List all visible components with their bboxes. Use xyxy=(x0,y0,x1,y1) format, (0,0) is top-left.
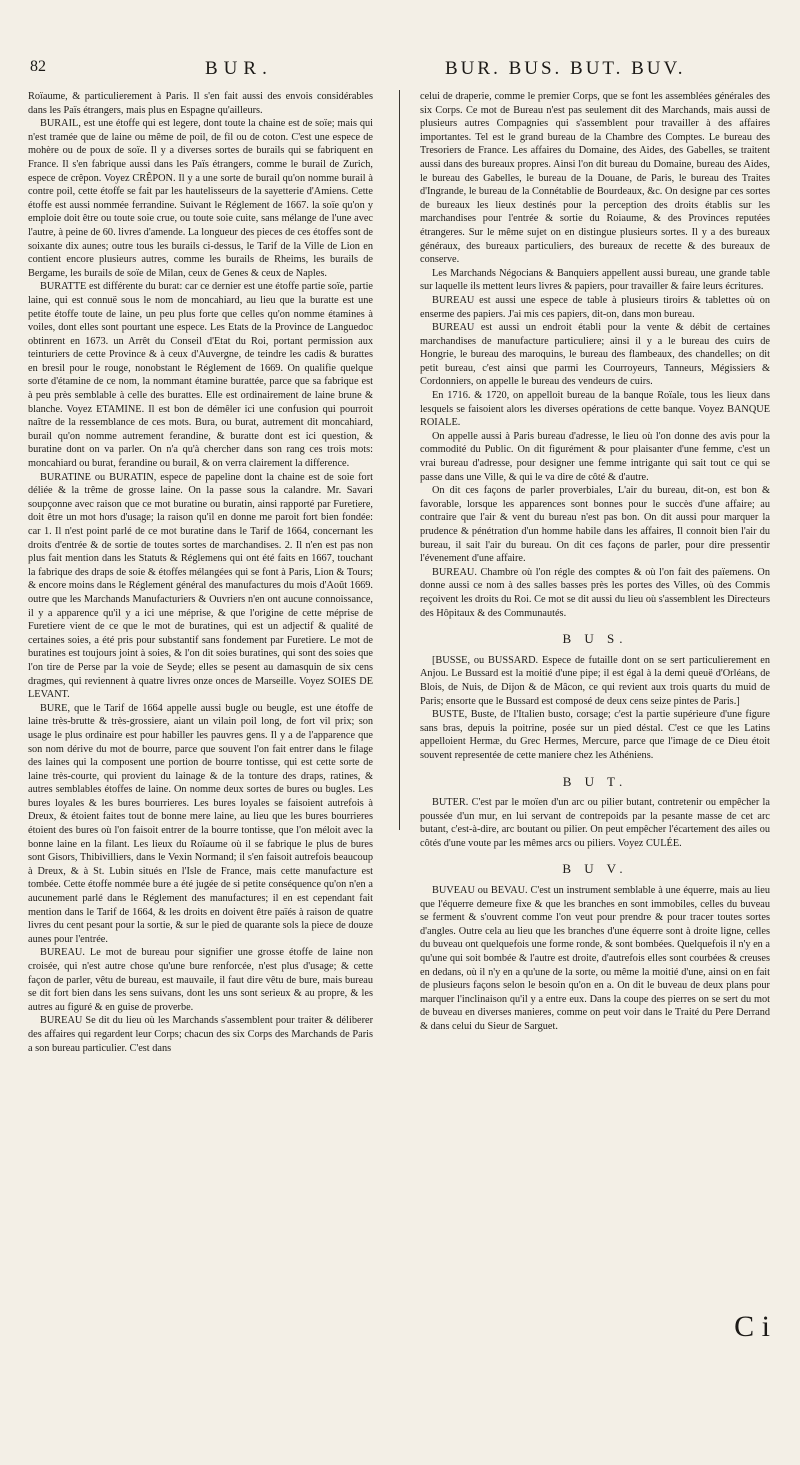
paragraph: BURATTE est différente du burat: car ce dernier est une étoffe partie soïe, partie laine, qui est connuë sous le nom de moncahiard, au lieu que la buratte est une petite étoffe toute de laine, un peu plus forte que celles qu'on nomme étamines à voiles, dont elles sont pourtant une espece. Les Etats de la Province de Languedoc obtinrent en 1673. un Arrêt du Conseil d'Etat du Roi, portant permission aux teinturiers de cette Province & à ceux d'Auvergne, de teindre les cadis & burattes en bresil pour le rouge, nonobstant le Réglement de 1669. On qualifie quelque sorte d'étamine de ce nom, la nommant étamine burattée, parce que sa fabrique est à peu près semblable à celle des burattes. Elle est ordinairement de laine brune & blanche. Voyez ETAMINE. Il est bon de démêler ici une confusion qui pourroit naître de la ressemblance de ces mots. Bura, ou burat, autrement dit moncahiard, burail qu'on nomme autrement ferandine, & buratte dont est ici question, & buratine dont on va parler. On n'a qu'à chercher dans son rang ces trois mots: moncahiard ou burat, ferandine ou burail, & on verra clairement la difference. xyxy=(28,281,373,470)
paragraph: BUREAU. Chambre où l'on régle des comptes & où l'on fait des païemens. On donne aussi ce nom à des salles basses près les portes des Villes, où des Commis reçoivent les droits du Roi. Ce mot se dit aussi du lieu où s'assemblent les Directeurs des Hôpitaux & des Communautés. xyxy=(420,566,770,619)
paragraph: [BUSSE, ou BUSSARD. Espece de futaille dont on se sert particulierement en Anjou. Le Bussard est la moitié d'une pipe; il est égal à la demi queuë d'Orléans, de Blois, de Nuis, de Dijon & de Mâcon, ce qui revient aux trois quarts du muid de Paris; ensorte que le Bussard est composé de deux cens seize pintes de Paris.] xyxy=(420,654,770,707)
running-head-right: BUR. BUS. BUT. BUV. xyxy=(445,58,686,79)
paragraph: BUREAU Se dit du lieu où les Marchands s'assemblent pour traiter & déliberer des affaires qui regardent leur Corps; chacun des six Corps des Marchands de Paris a son bureau particulier. C'est dans xyxy=(28,1015,373,1054)
paragraph: Roïaume, & particulierement à Paris. Il s'en fait aussi des envois considérables dans les Païs étrangers, mais plus en Espagne qu'ailleurs. xyxy=(28,91,373,116)
catchword: C i xyxy=(734,1310,770,1343)
paragraph: On appelle aussi à Paris bureau d'adresse, le lieu où l'on donne des avis pour la commodité du Public. On dit figurément & pour plaisanter d'une femme, c'est un vrai bureau d'adresse, pour designer une femme intrigante qui sait tout ce qui se passe dans une Ville, & qui le va dire de côté & d'autre. xyxy=(420,430,770,483)
paragraph: BUVEAU ou BEVAU. C'est un instrument semblable à une équerre, mais au lieu que l'équerre demeure fixe & que les branches en sont immobiles, celles du buveau se ferment & s'ouvrent comme l'on veut pour prendre & pour tracer toutes sortes d'angles. Outre cela au lieu que les branches d'une équerre sont à droite ligne, celles du buveau ont quelquefois une forme ronde, & sont bombées. Quelquefois il n'y en a qu'une qui soit bombée & l'autre est droite, d'autrefois elles sont courbées & creuses en dedans, où il n'y en a qu'une de la sorte, ou même la moitié d'une, ainsi on en fait de plusieurs façons selon le besoin qu'on en a. On dit le buveau de deux plans pour marquer l'inclinaison qu'il y a entre eux. Dans la coupe des pierres on se sert du mot de buveau en diverses manieres, comme on peut voir dans le Traité du Pere Derrand & dans celui du Sieur de Sarguet. xyxy=(420,885,770,1032)
paragraph: BUTER. C'est par le moïen d'un arc ou pilier butant, contretenir ou empêcher la poussée d'un mur, en lui servant de contrepoids par la pesante masse de cet arc butant, c'est-à-dire, arc boutant ou pilier. On peut empêcher l'écartement des ailes ou côtés d'une voute par les mêmes arcs ou piliers. Voyez CULÉE. xyxy=(420,797,770,849)
paragraph: celui de draperie, comme le premier Corps, que se font les assemblées générales des six Corps. Ce mot de Bureau n'est pas seulement dit des Marchands, mais aussi de plusieurs autres Compagnies qui s'assemblent pour travailler à des affaires importantes. Tel est le grand bureau de la Chambre des Comptes. Le bureau des Tresoriers de France. Les affaires du Domaine, des Aides, des Gabelles, se traitent aussi dans des bureaux propres. Ainsi l'on dit bureau du Domaine, bureau des Aides, le bureau des Gabelles, le bureau de la Douane, de Paris, le bureau des Traites d'Ingrande, le bureau de la Connétablie de Bourdeaux, &c. On designe par ces sortes de bureaux les lieux destinés pour la perception des droits établis sur les marchandises pour l'entrée & sortie du Roiaume, & des Provinces reputées étrangeres. Sur le même sujet on en distingue plusieurs sortes. Il y a des bureaux généraux, des bureaux particuliers, des bureaux de recette & des bureaux de conserve. xyxy=(420,91,770,266)
section-heading-but: B U T. xyxy=(562,773,628,789)
paragraph: BURAIL, est une étoffe qui est legere, dont toute la chaine est de soïe; mais qui n'est tramée que de laine ou même de poil, de fil ou de coton. C'est une espece de mohère ou de poux de soïe. Il y a diverses sortes de burails qui se fabriquent en France. Il s'en fabrique aussi dans les Païs étrangers, comme le burail de Zurich, espece de crêpon. Voyez CRÊPON. Il y a une sorte de burail qu'on nomme burail à contre poil, cette étoffe se fait par les hautelisseurs de la sayetterie d'Amiens. Cette étoffe est aussi nommée ferrandine. Suivant le Réglement de 1667. la soïe qu'on y emploie doit être ou toute soie crue, ou toute soie cuite, sans mélange de l'une avec l'autre, à peine de 60. livres d'amende. La longueur des pieces de ces étoffes sont de soixante dix aunes; outre tous les burails ci-dessus, le Tarif de la Ville de Lion en contient encore plusieurs autres, comme les burails de Rheims, les burails de Bergame, les burails de soïe de Milan, ceux de Genes & ceux de Naples. xyxy=(28,118,373,279)
paragraph: BURE, que le Tarif de 1664 appelle aussi bugle ou beugle, est une étoffe de laine très-brutte & très-grossiere, aiant un vilain poil long, de fort vil prix; son usage le plus ordinaire est pour habiller les pauvres gens. Il y a de l'apparence que son nom dérive du mot de bourre, parce que souvent l'on fait entrer dans le filage des laines qui la composent une portion de bourre tontisse, qui est cette sorte de laine très-courte, qui provient du lainage & de la tonture des draps, ratines, & autres semblables étoffes de laine. On nomme deux sortes de bures ou bugles. Les bures loyales & les bures bourrieres. Les bures loyales se faisoient autrefois à Dreux, & étoient faites tout de bonne mere laine, au lieu que les bures bourrieres étoient des bures où l'on faisoit entrer de la bourre tontisse, que l'on méloit avec la bonne laine en la filant. Les lieux du Roïaume où il se fabrique le plus de bures sont Gisors, Thibivilliers, dans le Vexin Normand; il s'en faisoit autrefois beaucoup à Dreux, & à St. Lubin situés en l'Isle de France, mais cette manufacture est tombée. Cette étoffe nommée bure a été jugée de si petite conséquence qu'on n'en a aucunement parlé dans le Réglement des manufactures; il en est cependant fait mention dans le Tarif de 1664, & les droits en doivent être païés à raison de quatre livres du cent pesant pour la sortie, & sur le pied de quarante sols la piece de douze aunes pour l'entrée. xyxy=(28,702,373,945)
left-column xyxy=(28,90,373,1055)
section-heading-buv: B U V. xyxy=(562,861,628,877)
page-header xyxy=(30,58,770,86)
running-head-left: BUR. xyxy=(205,58,273,79)
paragraph: BUREAU est aussi un endroit établi pour la vente & débit de certaines marchandises de manufacture particuliere; ainsi il y a le bureau des cuirs de Hongrie, le bureau des maroquins, le bureau des flambeaux, des chandelles; on dit petit bureau, c'est ainsi que parmi les Courroyeurs, Tanneurs, Mégissiers & Cordonniers, on appelle le bureau des vendeurs de cuirs. xyxy=(420,322,770,388)
page-number: 82 xyxy=(30,58,46,75)
right-column xyxy=(420,90,770,1034)
paragraph: BURATINE ou BURATIN, espece de papeline dont la chaine est de soie fort déliée & la trême de grosse laine. On la passe sous la calandre. Mr. Savari soupçonne avec raison que ce mot buratine ou buratin, ainsi rapporté par Furetiere, doit être un mot hors d'usage; la raison qu'il en donne me paroit fort bien fondée: car 1. Il n'est point parlé de ce mot buratine dans le Tarif de 1664, concernant les droits d'entrée & de sortie de toutes sortes de marchandises. 2. Il n'en est pas non plus fait mention dans les Statuts & Réglemens qui ont été faits en 1667, touchant la fabrique des draps de soie & étoffes mélangées qui se font à Paris, Lion & Tours; & encore moins dans le Réglement général des manufactures du mois d'Août 1669. outre que les Marchands Manufacturiers & Ouvriers n'en ont aucune connoissance, il y a apparence qu'il y a ici une méprise, & que l'origine de cette méprise de Furetiere vient de ce que le mot de buratines, qui est un adjectif & qualité de certaines soies, a été pris pour substantif sans fondement par Furetiere. Le mot de buratines est toujours joint à soies, & l'on dit soies buratines, qui sont des soies que l'on tire de Perse par la voie de Seyde; elles se pesent au damasquin de six cens dragmes, qui reviennent à quatre livres onze onces de Marseille. Voyez SOIES DE LEVANT. xyxy=(28,471,373,701)
paragraph: En 1716. & 1720, on appelloit bureau de la banque Roïale, tous les lieux dans lesquels se faisoient alors les diverses opérations de cette banque. Voyez BANQUE ROIALE. xyxy=(420,390,770,429)
column-divider xyxy=(399,90,400,830)
paragraph: Les Marchands Négocians & Banquiers appellent aussi bureau, une grande table sur laquelle ils mettent leurs livres & papiers, pour travailler & faire leurs écritures. xyxy=(420,267,770,293)
paragraph: On dit ces façons de parler proverbiales, L'air du bureau, dit-on, est bon & favorable, lorsque les apparences sont bonnes pour le succès d'une affaire; au contraire que l'air & vent du bureau n'est pas bon. On dit aussi pour marquer la prudence & pénétration d'un homme habile dans les affaires, Il connoit bien l'air du bureau, il sait l'air du bureau. On dit ces façons de parler, pour dire pressentir l'évenement d'une affaire. xyxy=(420,485,770,565)
paragraph: BUSTE, Buste, de l'Italien busto, corsage; c'est la partie supérieure d'une figure sans bras, depuis la poitrine, posée sur un pied déstal. C'est ce que les Latins appelloient Hermæ, du Grec Hermes, Mercure, parce que l'image de ce Dieu étoit souvent representée de cette maniere chez les Athéniens. xyxy=(420,709,770,761)
section-heading-bus: B U S. xyxy=(562,631,628,647)
paragraph: BUREAU. Le mot de bureau pour signifier une grosse étoffe de laine non croisée, qui n'est autre chose qu'une bure renforcée, n'est plus d'usage; & cette façon de parler, vêtu de bureau, est mauvaile, il faut dire vêtu de bure, mais bureau se dit fort bien dans les sens suivans, dont les uns sont serieux & au propre, & les autres au figuré & en guise de proverbe. xyxy=(28,947,373,1013)
paragraph: BUREAU est aussi une espece de table à plusieurs tiroirs & tablettes où on enserme des papiers. J'ai mis ces papiers, dit-on, dans mon bureau. xyxy=(420,294,770,320)
